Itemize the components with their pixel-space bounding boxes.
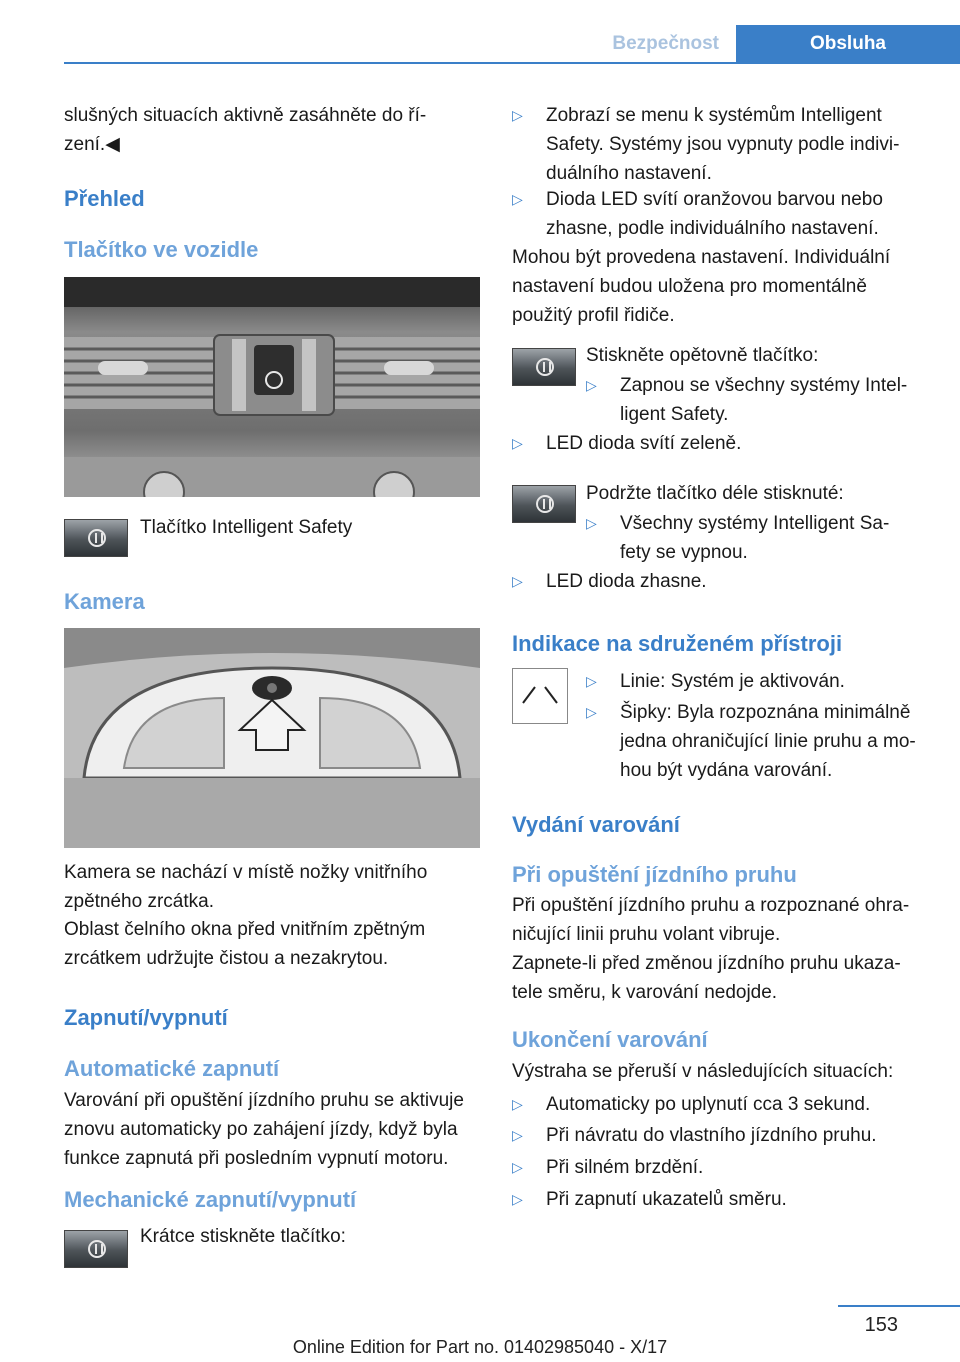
intelligent-safety-button-icon	[512, 485, 576, 523]
paragraph-line: tele směru, k varování nedojde.	[512, 982, 778, 1003]
list-item-cont: zhasne, podle individuálního nastavení.	[546, 218, 879, 239]
paragraph-line: Výstraha se přeruší v následujících situacích:	[512, 1061, 894, 1082]
tab-obsluha[interactable]: Obsluha	[736, 25, 960, 62]
caption-button: Tlačítko Intelligent Safety	[140, 517, 353, 538]
paragraph-line: Mohou být provedena nastavení. Individuální	[512, 247, 891, 268]
bullet-marker-icon: ▷	[586, 673, 597, 689]
list-item-cont: fety se vypnou.	[620, 542, 748, 563]
intelligent-safety-button-icon	[64, 1230, 128, 1268]
bullet-marker-icon: ▷	[512, 573, 523, 589]
paragraph-line: použitý profil řidiče.	[512, 305, 675, 326]
bullet-marker-icon: ▷	[586, 515, 597, 531]
heading-zapnuti: Zapnutí/vypnutí	[64, 1005, 228, 1030]
bullet-marker-icon: ▷	[512, 1159, 523, 1175]
kamera-p2-l2: zrcátkem udržujte čistou a nezakrytou.	[64, 948, 389, 969]
paragraph-line: Zapnete-li před změnou jízdního pruhu ukaza‐	[512, 953, 901, 974]
page-number: 153	[864, 1314, 898, 1336]
hold-button: Podržte tlačítko déle stisknuté:	[586, 483, 844, 504]
tab-bezpecnost[interactable]: Bezpečnost	[612, 33, 719, 54]
paragraph-line: ničující linii pruhu volant vibruje.	[512, 924, 781, 945]
mech-press: Krátce stiskněte tlačítko:	[140, 1226, 346, 1247]
intelligent-safety-button-icon	[512, 348, 576, 386]
kamera-p2-l1: Oblast čelního okna před vnitřním zpětným	[64, 919, 426, 940]
bullet-marker-icon: ▷	[512, 1096, 523, 1112]
paragraph-line: nastavení budou uložena pro momentálně	[512, 276, 867, 297]
auto-line-2: znovu automaticky po zahájení jízdy, když byla	[64, 1119, 458, 1140]
camera-photo	[64, 628, 480, 848]
bullet-marker-icon: ▷	[512, 1127, 523, 1143]
dashboard-photo	[64, 277, 480, 497]
kamera-p1-l2: zpětného zrcátka.	[64, 891, 214, 912]
heading-tlacitko: Tlačítko ve vozidle	[64, 237, 259, 262]
auto-line-3: funkce zapnutá při posledním vypnutí motoru.	[64, 1148, 449, 1169]
list-item-cont: hou být vydána varování.	[620, 760, 833, 781]
page-header	[64, 25, 960, 64]
heading-prehled: Přehled	[64, 186, 145, 211]
list-item-cont: duálního nastavení.	[546, 163, 712, 184]
edition-text: Online Edition for Part no. 01402985040 - X/17	[292, 1337, 668, 1357]
intelligent-safety-button-icon	[64, 519, 128, 557]
heading-automaticke: Automatické zapnutí	[64, 1056, 280, 1081]
bullet-marker-icon: ▷	[512, 435, 523, 451]
list-item-cont: ligent Safety.	[620, 404, 729, 425]
footer-rule	[838, 1305, 960, 1307]
bullet-marker-icon: ▷	[586, 704, 597, 720]
intro-line-1: slušných situacích aktivně zasáhněte do ří‐	[64, 105, 427, 126]
intro-line-2: zení.◀	[64, 134, 120, 155]
kamera-p1-l1: Kamera se nachází v místě nožky vnitřního	[64, 862, 428, 883]
heading-kamera: Kamera	[64, 589, 145, 614]
bullet-marker-icon: ▷	[586, 377, 597, 393]
heading-mechanicke: Mechanické zapnutí/vypnutí	[64, 1187, 357, 1212]
list-item-cont: jedna ohraničující linie pruhu a mo‐	[620, 731, 916, 752]
list-item-cont: Safety. Systémy jsou vypnuty podle indivi‐	[546, 134, 900, 155]
auto-line-1: Varování při opuštění jízdního pruhu se aktivuje	[64, 1090, 464, 1111]
lane-lines-icon	[512, 668, 568, 724]
bullet-marker-icon: ▷	[512, 191, 523, 207]
bullet-marker-icon: ▷	[512, 1191, 523, 1207]
heading-indikace: Indikace na sdruženém přístroji	[512, 631, 843, 656]
press-again: Stiskněte opětovně tlačítko:	[586, 345, 819, 366]
bullet-marker-icon: ▷	[512, 107, 523, 123]
paragraph-line: Při opuštění jízdního pruhu a rozpoznané ohra‐	[512, 895, 910, 916]
heading-ukonceni: Ukončení varování	[512, 1027, 708, 1052]
heading-vydani: Vydání varování	[512, 812, 680, 837]
heading-opusteni: Při opuštění jízdního pruhu	[512, 862, 797, 887]
